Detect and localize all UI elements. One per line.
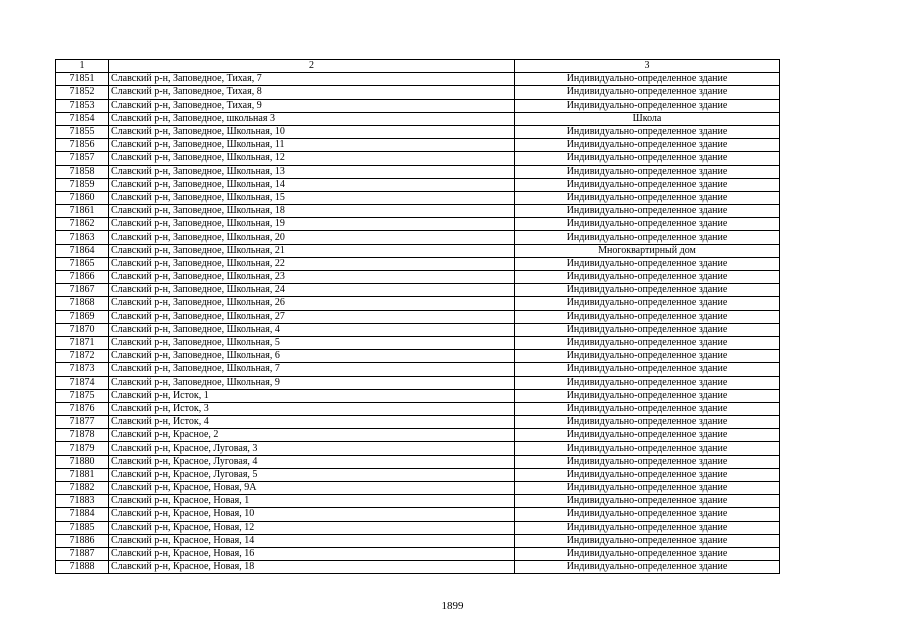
table-row [56, 468, 780, 481]
address-cell: Славский р-н, Заповедное, Школьная, 7 [109, 363, 515, 376]
row-number: 71871 [56, 336, 109, 349]
address-cell: Славский р-н, Заповедное, Школьная, 26 [109, 297, 515, 310]
row-number: 71884 [56, 508, 109, 521]
object-type-cell: Индивидуально-определенное здание [515, 336, 780, 349]
row-number: 71876 [56, 402, 109, 415]
table-row [56, 86, 780, 99]
row-number: 71852 [56, 86, 109, 99]
row-number: 71875 [56, 389, 109, 402]
object-type-cell: Индивидуально-определенное здание [515, 363, 780, 376]
object-type-cell: Индивидуально-определенное здание [515, 468, 780, 481]
table-row [56, 363, 780, 376]
table-row [56, 561, 780, 574]
object-type-cell: Индивидуально-определенное здание [515, 350, 780, 363]
address-cell: Славский р-н, Красное, Новая, 18 [109, 561, 515, 574]
page-number: 1899 [441, 600, 464, 612]
address-cell: Славский р-н, Исток, 4 [109, 416, 515, 429]
address-cell: Славский р-н, Заповедное, Тихая, 8 [109, 86, 515, 99]
table-row [56, 178, 780, 191]
object-type-cell: Индивидуально-определенное здание [515, 178, 780, 191]
address-cell: Славский р-н, Красное, Новая, 14 [109, 534, 515, 547]
address-cell: Славский р-н, Заповедное, Школьная, 11 [109, 139, 515, 152]
address-cell: Славский р-н, Красное, Новая, 10 [109, 508, 515, 521]
header-cell-3: 3 [515, 60, 780, 73]
table-row [56, 547, 780, 560]
row-number: 71874 [56, 376, 109, 389]
object-type-cell: Индивидуально-определенное здание [515, 547, 780, 560]
row-number: 71886 [56, 534, 109, 547]
object-type-cell: Индивидуально-определенное здание [515, 297, 780, 310]
address-cell: Славский р-н, Красное, Новая, 1 [109, 495, 515, 508]
table-row [56, 112, 780, 125]
table-row [56, 416, 780, 429]
object-type-cell: Индивидуально-определенное здание [515, 310, 780, 323]
address-cell: Славский р-н, Красное, Луговая, 5 [109, 468, 515, 481]
address-cell: Славский р-н, Заповедное, Школьная, 13 [109, 165, 515, 178]
row-number: 71883 [56, 495, 109, 508]
address-cell: Славский р-н, Красное, 2 [109, 429, 515, 442]
table-row [56, 389, 780, 402]
address-cell: Славский р-н, Заповедное, школьная 3 [109, 112, 515, 125]
object-type-cell: Индивидуально-определенное здание [515, 416, 780, 429]
row-number: 71857 [56, 152, 109, 165]
row-number: 71869 [56, 310, 109, 323]
address-cell: Славский р-н, Заповедное, Школьная, 20 [109, 231, 515, 244]
object-type-cell: Индивидуально-определенное здание [515, 284, 780, 297]
table-row [56, 244, 780, 257]
table-row [56, 257, 780, 270]
address-cell: Славский р-н, Красное, Новая, 16 [109, 547, 515, 560]
row-number: 71865 [56, 257, 109, 270]
register-table [55, 59, 780, 574]
row-number: 71878 [56, 429, 109, 442]
row-number: 71868 [56, 297, 109, 310]
row-number: 71885 [56, 521, 109, 534]
object-type-cell: Индивидуально-определенное здание [515, 257, 780, 270]
table-row [56, 73, 780, 86]
row-number: 71854 [56, 112, 109, 125]
object-type-cell: Индивидуально-определенное здание [515, 152, 780, 165]
object-type-cell: Индивидуально-определенное здание [515, 218, 780, 231]
address-cell: Славский р-н, Красное, Луговая, 4 [109, 455, 515, 468]
address-cell: Славский р-н, Заповедное, Тихая, 9 [109, 99, 515, 112]
row-number: 71882 [56, 482, 109, 495]
object-type-cell: Индивидуально-определенное здание [515, 455, 780, 468]
table-row [56, 495, 780, 508]
address-cell: Славский р-н, Заповедное, Школьная, 19 [109, 218, 515, 231]
object-type-cell: Индивидуально-определенное здание [515, 534, 780, 547]
object-type-cell: Индивидуально-определенное здание [515, 165, 780, 178]
row-number: 71855 [56, 125, 109, 138]
table-row [56, 152, 780, 165]
table-row [56, 455, 780, 468]
table-row [56, 429, 780, 442]
row-number: 71888 [56, 561, 109, 574]
table-row [56, 218, 780, 231]
row-number: 71860 [56, 191, 109, 204]
table-row [56, 508, 780, 521]
object-type-cell: Индивидуально-определенное здание [515, 495, 780, 508]
address-cell: Славский р-н, Заповедное, Школьная, 12 [109, 152, 515, 165]
table-row [56, 402, 780, 415]
address-cell: Славский р-н, Красное, Новая, 12 [109, 521, 515, 534]
object-type-cell: Индивидуально-определенное здание [515, 323, 780, 336]
address-cell: Славский р-н, Красное, Новая, 9А [109, 482, 515, 495]
table-row [56, 534, 780, 547]
object-type-cell: Индивидуально-определенное здание [515, 376, 780, 389]
object-type-cell: Индивидуально-определенное здание [515, 86, 780, 99]
address-cell: Славский р-н, Заповедное, Школьная, 9 [109, 376, 515, 389]
address-cell: Славский р-н, Заповедное, Школьная, 22 [109, 257, 515, 270]
object-type-cell: Индивидуально-определенное здание [515, 429, 780, 442]
address-cell: Славский р-н, Заповедное, Школьная, 10 [109, 125, 515, 138]
address-cell: Славский р-н, Заповедное, Школьная, 23 [109, 271, 515, 284]
row-number: 71861 [56, 205, 109, 218]
table-row [56, 350, 780, 363]
address-cell: Славский р-н, Красное, Луговая, 3 [109, 442, 515, 455]
address-cell: Славский р-н, Заповедное, Школьная, 27 [109, 310, 515, 323]
object-type-cell: Школа [515, 112, 780, 125]
table-row [56, 231, 780, 244]
object-type-cell: Индивидуально-определенное здание [515, 191, 780, 204]
object-type-cell: Индивидуально-определенное здание [515, 231, 780, 244]
table-row [56, 205, 780, 218]
address-cell: Славский р-н, Заповедное, Школьная, 6 [109, 350, 515, 363]
row-number: 71863 [56, 231, 109, 244]
address-cell: Славский р-н, Заповедное, Тихая, 7 [109, 73, 515, 86]
object-type-cell: Индивидуально-определенное здание [515, 561, 780, 574]
row-number: 71881 [56, 468, 109, 481]
table-row [56, 310, 780, 323]
object-type-cell: Индивидуально-определенное здание [515, 508, 780, 521]
object-type-cell: Индивидуально-определенное здание [515, 205, 780, 218]
object-type-cell: Индивидуально-определенное здание [515, 521, 780, 534]
address-cell: Славский р-н, Исток, 1 [109, 389, 515, 402]
object-type-cell: Индивидуально-определенное здание [515, 99, 780, 112]
row-number: 71866 [56, 271, 109, 284]
object-type-cell: Индивидуально-определенное здание [515, 125, 780, 138]
table-row [56, 323, 780, 336]
object-type-cell: Индивидуально-определенное здание [515, 402, 780, 415]
table-row [56, 442, 780, 455]
object-type-cell: Многоквартирный дом [515, 244, 780, 257]
row-number: 71870 [56, 323, 109, 336]
address-cell: Славский р-н, Заповедное, Школьная, 15 [109, 191, 515, 204]
row-number: 71880 [56, 455, 109, 468]
row-number: 71879 [56, 442, 109, 455]
register-table-body [56, 60, 780, 574]
row-number: 71862 [56, 218, 109, 231]
row-number: 71858 [56, 165, 109, 178]
table-row [56, 191, 780, 204]
row-number: 71867 [56, 284, 109, 297]
address-cell: Славский р-н, Заповедное, Школьная, 18 [109, 205, 515, 218]
row-number: 71873 [56, 363, 109, 376]
header-cell-1: 1 [56, 60, 109, 73]
table-row [56, 482, 780, 495]
address-cell: Славский р-н, Исток, 3 [109, 402, 515, 415]
row-number: 71864 [56, 244, 109, 257]
object-type-cell: Индивидуально-определенное здание [515, 389, 780, 402]
header-row [56, 60, 780, 73]
table-row [56, 271, 780, 284]
row-number: 71856 [56, 139, 109, 152]
table-row [56, 125, 780, 138]
table-row [56, 99, 780, 112]
object-type-cell: Индивидуально-определенное здание [515, 442, 780, 455]
table-row [56, 336, 780, 349]
object-type-cell: Индивидуально-определенное здание [515, 139, 780, 152]
address-cell: Славский р-н, Заповедное, Школьная, 5 [109, 336, 515, 349]
object-type-cell: Индивидуально-определенное здание [515, 482, 780, 495]
row-number: 71851 [56, 73, 109, 86]
address-cell: Славский р-н, Заповедное, Школьная, 21 [109, 244, 515, 257]
address-cell: Славский р-н, Заповедное, Школьная, 14 [109, 178, 515, 191]
object-type-cell: Индивидуально-определенное здание [515, 73, 780, 86]
table-row [56, 376, 780, 389]
table-row [56, 284, 780, 297]
table-row [56, 521, 780, 534]
row-number: 71853 [56, 99, 109, 112]
table-row [56, 297, 780, 310]
address-cell: Славский р-н, Заповедное, Школьная, 4 [109, 323, 515, 336]
row-number: 71887 [56, 547, 109, 560]
header-cell-2: 2 [109, 60, 515, 73]
table-row [56, 139, 780, 152]
row-number: 71859 [56, 178, 109, 191]
table-row [56, 165, 780, 178]
row-number: 71872 [56, 350, 109, 363]
address-cell: Славский р-н, Заповедное, Школьная, 24 [109, 284, 515, 297]
row-number: 71877 [56, 416, 109, 429]
object-type-cell: Индивидуально-определенное здание [515, 271, 780, 284]
